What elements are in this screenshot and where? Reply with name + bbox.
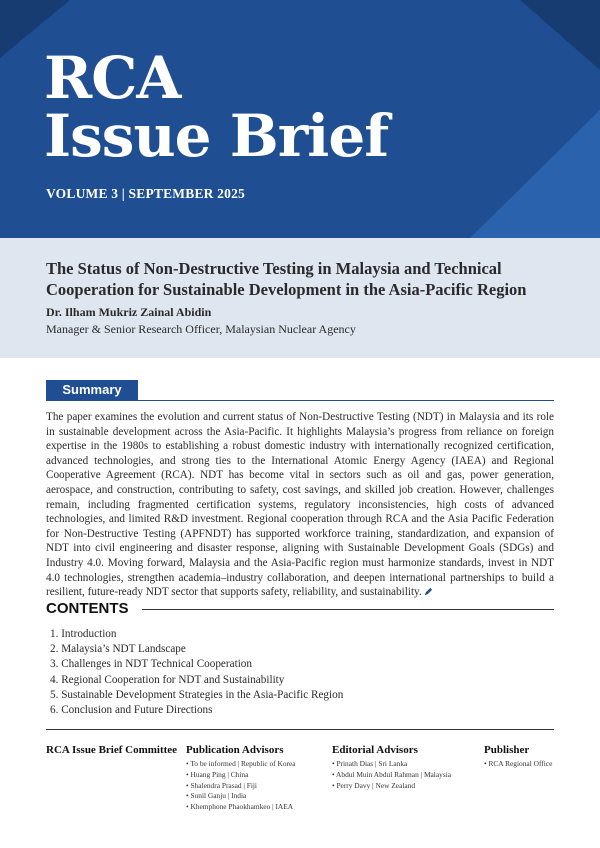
volume-date: VOLUME 3 | SEPTEMBER 2025 — [46, 186, 245, 201]
advisor-item: • Sunil Ganju | India — [186, 791, 296, 802]
contents-item: 5. Sustainable Development Strategies in the Asia-Pacific Region — [50, 688, 344, 701]
header-banner — [0, 0, 600, 238]
pen-icon — [424, 587, 433, 596]
publisher — [484, 744, 552, 770]
advisor-item: • Huang Ping | China — [186, 770, 296, 781]
stripe-bottom-right — [470, 110, 600, 238]
summary-divider — [46, 400, 554, 401]
committee-title: RCA Issue Brief Committee — [46, 744, 178, 756]
publication-advisors-heading: Publication Advisors — [186, 744, 284, 756]
publication-advisors — [186, 744, 296, 813]
contents-list — [50, 627, 343, 718]
advisor-item: • Khemphone Phaokhamkeo | IAEA — [186, 802, 296, 813]
contents-heading: CONTENTS — [46, 600, 129, 617]
stripe-top-right — [520, 0, 600, 70]
brief-title-line1: RCA — [44, 44, 181, 112]
author-name: Dr. Ilham Mukriz Zainal Abidin — [46, 305, 212, 319]
advisor-item: • Shalendra Prasad | Fiji — [186, 781, 296, 792]
contents-item: 1. Introduction — [50, 628, 117, 640]
editor-item: • Abdul Muin Abdul Rahman | Malaysia — [332, 770, 451, 781]
editor-item: • Perry Davy | New Zealand — [332, 781, 451, 792]
contents-divider — [142, 609, 554, 610]
editorial-advisors-heading: Editorial Advisors — [332, 744, 418, 756]
publisher-item: • RCA Regional Office — [484, 759, 552, 770]
summary-label: Summary — [46, 380, 138, 400]
editorial-advisors — [332, 744, 451, 791]
summary-body — [46, 410, 554, 600]
contents-item: 3. Challenges in NDT Technical Cooperation — [50, 658, 252, 671]
author-role: Manager & Senior Research Officer, Malaysian Nuclear Agency — [46, 322, 356, 336]
contents-item: 2. Malaysia’s NDT Landscape — [50, 643, 186, 656]
publisher-heading: Publisher — [484, 744, 530, 756]
contents-item: 6. Conclusion and Future Directions — [50, 704, 213, 717]
editor-item: • Prinath Dias | Sri Lanka — [332, 759, 451, 770]
summary-text: The paper examines the evolution and current status of Non-Destructive Testing (NDT) in Malaysia and its role in sustainable development across the Asia-Pacific. It highlights Malaysia’s progress from reliance on foreign expertise in the 1980s to establishing a robust domestic industry with internationally recognized certification, advanced technologies, and strong ties to the International Atomic Energy Agency (IAEA) and Regional Cooperative Agreement (RCA). NDT has become vital in sectors such as oil and gas, power generation, aerospace, and construction, contributing to safety, cost savings, and skilled job creation. However, challenges remain, including fragmented certification systems, regulatory inconsistencies, high costs of advanced technologies, and limited R&D investment. Regional cooperation through RCA and the Asia Pacific Federation for Non-Destructive Testing (APFNDT) has supported workforce training, standardization, and expansion of NDT into civil engineering and disaster response, aligning with Sustainable Development Goals (SDGs) and Industry 4.0. Moving forward, Malaysia and the Asia-Pacific region must harmonize standards, invest in NDT 4.0 technologies, strengthen academia–industry collaboration, and deepen international partnerships to build a resilient, future-ready NDT sector that supports safety, reliability, and sustainability. — [46, 411, 554, 599]
paper-title: The Status of Non-Destructive Testing in Malaysia and Technical Cooperation for Sustainable Development in the Asia-Pacific Region — [46, 259, 527, 299]
advisor-item: • To be informed | Republic of Korea — [186, 759, 296, 770]
committee-divider — [46, 729, 554, 730]
brief-title-line2: Issue Brief — [44, 102, 389, 170]
contents-item: 4. Regional Cooperation for NDT and Sustainability — [50, 673, 285, 686]
